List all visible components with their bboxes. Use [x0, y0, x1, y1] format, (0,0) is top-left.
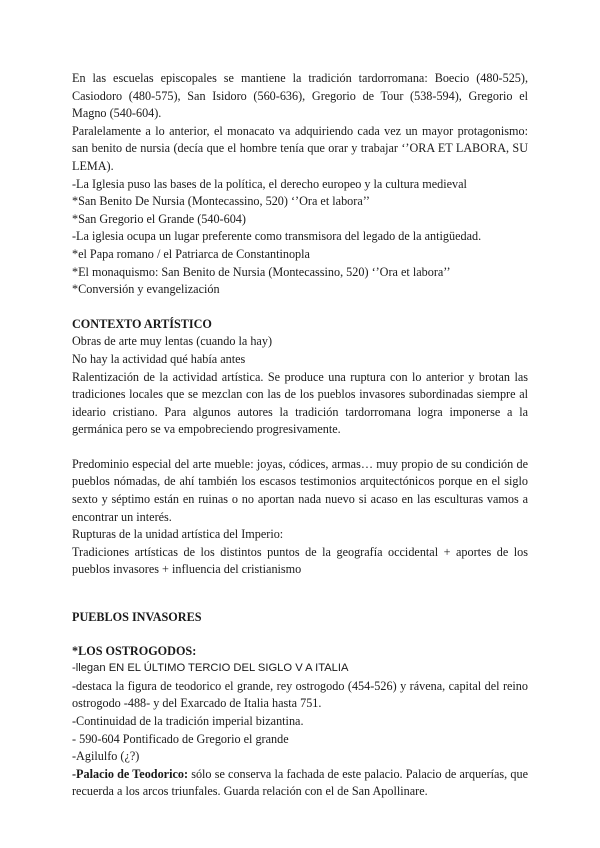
contexto-line: No hay la actividad qué había antes	[72, 351, 246, 366]
document-page	[72, 70, 528, 801]
intro-bullet: *el Papa romano / el Patriarca de Constantinopla	[72, 246, 310, 261]
intro-paragraph-2: Paralelamente a lo anterior, el monacato va adquiriendo cada vez un mayor protagonismo: san benito de nursia (decía que el hombre tenía que orar y trabajar ‘’ORA ET LABORA, SU LEMA).	[72, 123, 528, 173]
pueblos-line: -Agilulfo (¿?)	[72, 749, 140, 764]
intro-bullet: -La Iglesia puso las bases de la política, el derecho europeo y la cultura medieval	[72, 176, 467, 191]
ostrogodos-subheading: *LOS OSTROGODOS:	[72, 643, 197, 658]
intro-paragraph-1: En las escuelas episcopales se mantiene la tradición tardorromana: Boecio (480-525), Casiodoro (480-575), San Isidoro (560-636), Gregorio de Tour (538-594), Gregorio el Magno (540-604).	[72, 71, 528, 121]
palacio-text: sólo se conserva la fachada de este palacio. Palacio de arquerías, que recuerda a los arcos triunfales. Guarda relación con el de San Apollinare.	[72, 766, 528, 799]
contexto-line: Obras de arte muy lentas (cuando la hay)	[72, 334, 272, 349]
contexto-paragraph-3: Tradiciones artísticas de los distintos puntos de la geografía occidental + aportes de los pueblos invasores + influencia del cristianismo	[72, 544, 528, 577]
contexto-line: Rupturas de la unidad artística del Imperio:	[72, 527, 284, 542]
intro-bullet: *Conversión y evangelización	[72, 282, 220, 297]
pueblos-line: - 590-604 Pontificado de Gregorio el grande	[72, 731, 289, 746]
pueblos-heading: PUEBLOS INVASORES	[72, 610, 202, 625]
contexto-heading: CONTEXTO ARTÍSTICO	[72, 316, 212, 331]
pueblos-line: -Continuidad de la tradición imperial bizantina.	[72, 714, 304, 728]
palacio-label: -Palacio de Teodorico:	[72, 766, 189, 781]
contexto-paragraph-1: Ralentización de la actividad artística. Se produce una ruptura con lo anterior y brotan las tradiciones locales que se mezclan con las de los pueblos invasores subordinadas siempre al ideario cristiano. Para algunos autores la tradición tardorromana logra imponerse a la germánica pero se va empobreciendo progresivamente.	[72, 369, 528, 437]
contexto-paragraph-2: Predominio especial del arte mueble: joyas, códices, armas… muy propio de su condición de pueblos nómadas, de ahí también los escasos testimonios arquitectónicos porque en el siglo sexto y séptimo están en ruinas o no aportan nada nuevo si acaso en las esculturas vamos a encontrar un interés.	[72, 456, 528, 524]
palacio-paragraph	[72, 766, 528, 801]
intro-bullet: *San Benito De Nursia (Montecassino, 520) ‘’Ora et labora’’	[72, 194, 370, 209]
intro-bullet: *San Gregorio el Grande (540-604)	[72, 211, 246, 226]
intro-bullet: -La iglesia ocupa un lugar preferente como transmisora del legado de la antigüedad.	[72, 229, 482, 244]
intro-bullet: *El monaquismo: San Benito de Nursia (Montecassino, 520) ‘’Ora et labora’’	[72, 264, 451, 279]
pueblos-line: -destaca la figura de teodorico el grande, rey ostrogodo (454-526) y rávena, capital del reino ostrogodo -488- y del Exarcado de Italia hasta 751.	[72, 678, 528, 711]
pueblos-line: -llegan EN EL ÚLTIMO TERCIO DEL SIGLO V A ITALIA	[72, 662, 349, 675]
